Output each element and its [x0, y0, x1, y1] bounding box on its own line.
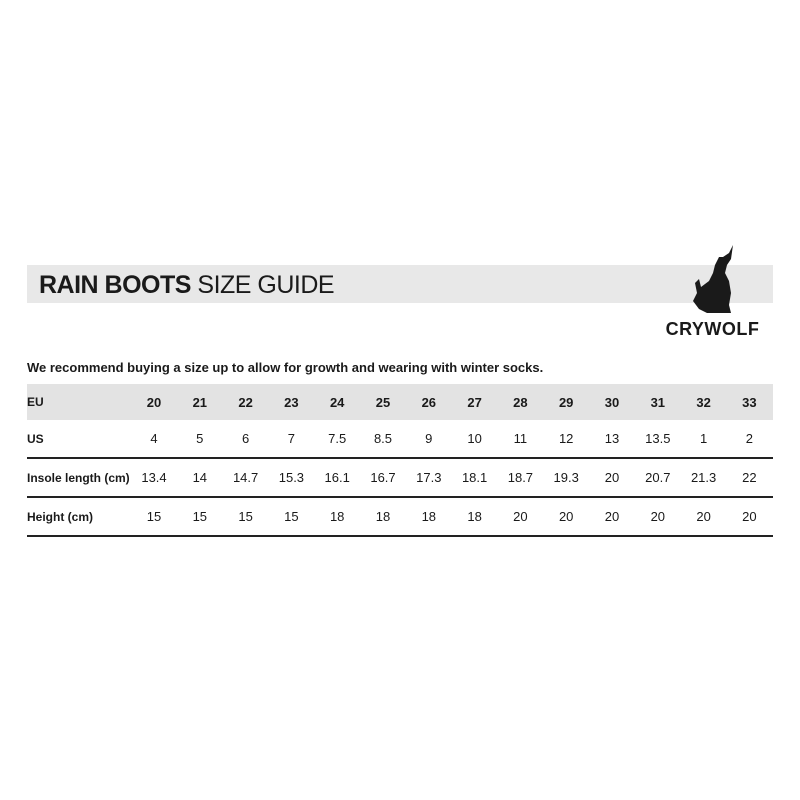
table-cell: 13.5	[645, 431, 671, 446]
table-cell: 25	[375, 394, 391, 410]
table-cell: 32	[696, 394, 711, 410]
table-cell: 24	[329, 394, 345, 410]
table-cell: 18.7	[507, 470, 534, 485]
table-cell: 23	[284, 394, 299, 410]
table-cell: 20	[513, 509, 528, 524]
row-label: US	[27, 431, 44, 446]
table-row-insole-length	[27, 459, 773, 498]
table-cell: 17.3	[416, 470, 442, 485]
table-cell: 4	[150, 431, 158, 446]
brand-name: CRYWOLF	[665, 319, 760, 339]
table-cell: 7	[287, 431, 295, 446]
table-row-us	[27, 420, 773, 459]
table-cell: 19.3	[553, 470, 579, 485]
table-cell: 11	[513, 431, 528, 446]
table-cell: 13	[604, 431, 620, 446]
sizing-note: We recommend buying a size up to allow for growth and wearing with winter socks.	[27, 360, 544, 375]
table-cell: 26	[421, 394, 437, 410]
table-cell: 33	[742, 394, 757, 410]
table-cell: 18	[421, 509, 437, 524]
table-cell: 30	[604, 394, 620, 410]
table-cell: 7.5	[328, 431, 347, 446]
table-cell: 22	[742, 470, 757, 485]
table-cell: 5	[196, 431, 204, 446]
table-cell: 20	[742, 509, 757, 524]
table-cell: 15	[284, 509, 299, 524]
table-cell: 16.7	[370, 470, 396, 485]
table-row-eu	[27, 384, 773, 420]
table-cell: 15.3	[278, 470, 305, 485]
row-label: EU	[27, 395, 44, 409]
table-cell: 16.1	[324, 470, 350, 485]
table-cell: 18	[467, 509, 482, 524]
table-cell: 14	[192, 470, 208, 485]
table-cell: 15	[146, 509, 162, 524]
table-cell: 10	[467, 431, 482, 446]
table-cell: 20	[696, 509, 711, 524]
table-cell: 22	[238, 394, 253, 410]
table-cell: 15	[192, 509, 208, 524]
table-cell: 28	[513, 394, 528, 410]
table-row-height	[27, 498, 773, 537]
table-cell: 15	[238, 509, 253, 524]
title-light: SIZE GUIDE	[197, 271, 335, 299]
row-label: Insole length (cm)	[27, 470, 130, 485]
table-cell: 20	[650, 509, 666, 524]
brand-logo	[660, 243, 765, 343]
table-cell: 21.3	[690, 470, 717, 485]
page-title	[39, 271, 334, 300]
howling-wolf-icon	[685, 243, 741, 315]
table-cell: 2	[745, 431, 753, 446]
table-cell: 18	[329, 509, 345, 524]
table-cell: 27	[467, 394, 482, 410]
table-cell: 13.4	[141, 470, 167, 485]
title-bold: RAIN BOOTS	[39, 271, 191, 299]
table-cell: 20	[604, 470, 620, 485]
table-cell: 20	[146, 394, 162, 410]
table-cell: 20	[558, 509, 574, 524]
table-cell: 1	[699, 431, 708, 446]
table-cell: 12	[558, 431, 574, 446]
row-label: Height (cm)	[27, 509, 93, 524]
table-cell: 18	[375, 509, 391, 524]
table-cell: 18.1	[461, 470, 488, 485]
table-cell: 9	[425, 431, 433, 446]
size-table	[27, 384, 773, 537]
table-cell: 21	[192, 394, 208, 410]
table-cell: 29	[558, 394, 574, 410]
table-cell: 6	[241, 431, 250, 446]
table-cell: 20	[604, 509, 620, 524]
table-cell: 8.5	[373, 431, 393, 446]
table-cell: 31	[650, 394, 666, 410]
table-cell: 14.7	[232, 470, 259, 485]
table-cell: 20.7	[645, 470, 671, 485]
